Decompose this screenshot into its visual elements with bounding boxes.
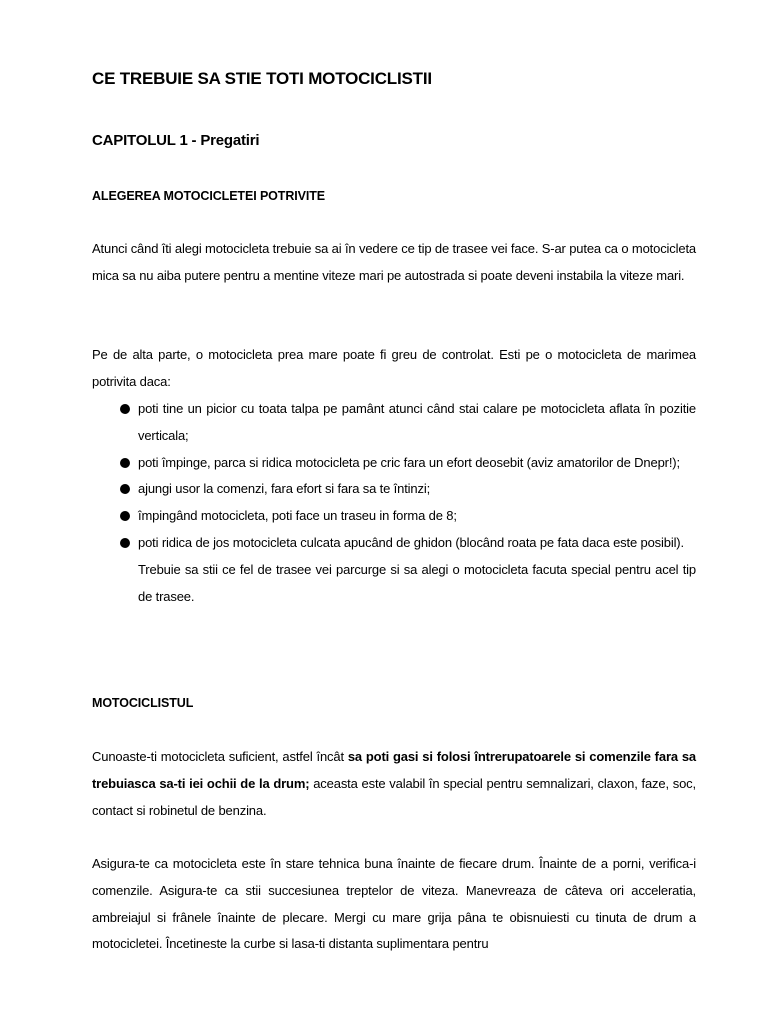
section-heading-choosing-motorcycle: ALEGEREA MOTOCICLETEI POTRIVITE <box>92 189 326 203</box>
list-item-text: poti tine un picior cu toata talpa pe pamânt atunci când stai calare pe motocicleta aflata în pozitie verticala; <box>138 401 696 443</box>
bullet-icon <box>120 404 130 414</box>
paragraph-text: aceasta este valabil în special pentru semnalizari, claxon, faze, soc, contact si robinetul de benzina. <box>92 775 696 818</box>
bullet-icon <box>120 538 130 548</box>
document-title: CE TREBUIE SA STIE TOTI MOTOCICLISTII <box>92 69 432 88</box>
criteria-list <box>92 396 696 610</box>
paragraph-text: Cunoaste-ti motocicleta suficient, astfel încât <box>92 749 348 764</box>
list-item <box>92 450 696 477</box>
list-item-text: poti ridica de jos motocicleta culcata apucând de ghidon (blocând roata pe fata daca este posibil). <box>138 534 684 550</box>
bullet-icon <box>120 511 130 521</box>
list-item <box>92 476 696 503</box>
bullet-icon <box>120 484 130 494</box>
list-item <box>92 396 696 450</box>
paragraph-emphasis: sa poti gasi si folosi întrerupatoarele si comenzile fara sa trebuiasca sa-ti iei ochii de la drum; <box>92 749 696 791</box>
list-item-text: ajungi usor la comenzi, fara efort si fara sa te întinzi; <box>138 481 431 497</box>
list-item <box>92 503 696 530</box>
list-item <box>92 530 696 557</box>
chapter-heading: CAPITOLUL 1 - Pregatiri <box>92 132 260 149</box>
paragraph-size-criteria: Pe de alta parte, o motocicleta prea mare poate fi greu de controlat. Esti pe o motocicleta de marimea potrivita daca: <box>92 347 696 389</box>
paragraph-choosing-intro: Atunci când îti alegi motocicleta trebuie sa ai în vedere ce tip de trasee vei face. S-ar putea ca o motocicleta mica sa nu aiba putere pentru a mentine viteze mari pe autostrada si poate deveni instabila la viteze mari. <box>92 241 696 283</box>
section-heading-motorcyclist: MOTOCICLISTUL <box>92 696 194 710</box>
list-item-text: poti împinge, parca si ridica motocicleta pe cric fara un efort deosebit (aviz amatorilor de Dnepr!); <box>138 454 680 470</box>
bullet-icon <box>120 458 130 468</box>
paragraph-know-controls <box>92 744 696 824</box>
list-note-text: Trebuie sa stii ce fel de trasee vei parcurge si sa alegi o motocicleta facuta special pentru acel tip de trasee. <box>138 561 696 604</box>
list-item-text: împingând motocicleta, poti face un traseu in forma de 8; <box>138 508 457 524</box>
list-note <box>92 557 696 611</box>
paragraph-technical-check: Asigura-te ca motocicleta este în stare tehnica buna înainte de fiecare drum. Înainte de a porni, verifica-i comenzile. Asigura-te ca stii succesiunea treptelor de viteza. Manevreaza de câteva ori acceleratia, ambreiajul si frânele înainte de plecare. Mergi cu mare grija pâna te obisnuiesti cu tinuta de drum a motocicletei. Încetineste la curbe si lasa-ti distanta suplimentara pentru <box>92 856 696 952</box>
